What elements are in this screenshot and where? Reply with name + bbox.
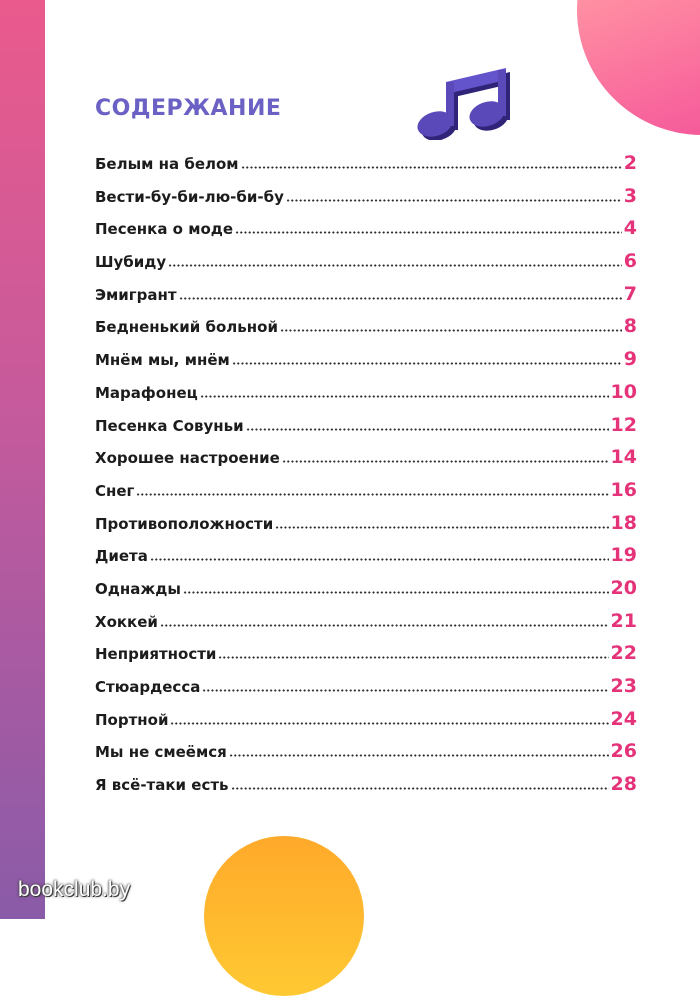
toc-entry-page-number: 8: [623, 315, 637, 338]
toc-entry[interactable]: [95, 675, 637, 708]
toc-entry-title: Хоккей: [95, 612, 158, 631]
toc-entry-page-number: 16: [610, 478, 637, 501]
toc-entry[interactable]: [95, 217, 637, 250]
toc-entry-page-number: 18: [610, 511, 637, 534]
toc-entry-page-number: 6: [623, 250, 637, 273]
toc-entry-page-number: 3: [623, 184, 637, 207]
dot-leader: [200, 395, 609, 398]
dot-leader: [179, 297, 622, 300]
dot-leader: [160, 624, 609, 627]
toc-entry-title: Стюардесса: [95, 678, 201, 696]
toc-entry-title: Песенка о моде: [95, 220, 234, 239]
toc-entry[interactable]: [95, 610, 637, 643]
toc-entry-page-number: 4: [623, 217, 637, 240]
dot-leader: [275, 526, 608, 529]
toc-entry-title: Бедненький больной: [95, 318, 278, 337]
toc-entry-title: Противоположности: [95, 514, 274, 533]
toc-entry[interactable]: [95, 544, 637, 577]
toc-entry[interactable]: [95, 315, 637, 348]
toc-entry-title: Белым на белом: [95, 155, 239, 173]
toc-entry-title: Мы не смеёмся: [95, 743, 227, 762]
toc-entry-title: Я всё-таки есть: [95, 776, 229, 795]
toc-entry[interactable]: [95, 740, 637, 773]
toc-entry[interactable]: [95, 152, 637, 185]
toc-entry-title: Мнём мы, мнём: [95, 351, 230, 370]
toc-entry[interactable]: [95, 414, 637, 447]
dot-leader: [229, 754, 609, 757]
toc-entry-page-number: 23: [610, 675, 637, 697]
toc-entry-title: Снег: [95, 481, 135, 500]
side-decoration-bar: [0, 0, 45, 919]
table-of-contents: [95, 152, 637, 806]
dot-leader: [231, 787, 609, 790]
dot-leader: [218, 656, 608, 659]
toc-entry-page-number: 28: [610, 773, 637, 796]
toc-entry-page-number: 9: [623, 348, 637, 371]
dot-leader: [282, 460, 609, 463]
toc-entry-title: Портной: [95, 710, 169, 729]
dot-leader: [183, 591, 609, 594]
toc-entry[interactable]: [95, 642, 637, 675]
toc-entry[interactable]: [95, 185, 637, 218]
toc-entry-page-number: 7: [623, 282, 637, 305]
toc-entry[interactable]: [95, 381, 637, 414]
dot-leader: [232, 362, 622, 365]
toc-entry[interactable]: [95, 283, 637, 316]
dot-leader: [150, 558, 609, 561]
toc-entry-title: Вести-бу-би-лю-би-бу: [95, 187, 284, 206]
toc-entry-page-number: 10: [610, 380, 637, 403]
toc-entry-page-number: 12: [610, 413, 637, 436]
toc-entry[interactable]: [95, 773, 637, 806]
top-decoration-circle: [577, 0, 700, 135]
toc-entry[interactable]: [95, 577, 637, 610]
dot-leader: [170, 722, 608, 725]
toc-entry[interactable]: [95, 250, 637, 283]
toc-entry-page-number: 21: [610, 609, 637, 632]
watermark: bookclub.by: [18, 878, 131, 901]
page-title: СОДЕРЖАНИЕ: [95, 96, 282, 121]
toc-entry-title: Однажды: [95, 579, 181, 598]
dot-leader: [136, 493, 608, 496]
toc-entry-page-number: 24: [610, 707, 637, 730]
toc-entry-title: Диета: [95, 547, 148, 566]
toc-entry[interactable]: [95, 708, 637, 741]
toc-entry[interactable]: [95, 446, 637, 479]
dot-leader: [241, 166, 622, 169]
toc-entry-page-number: 19: [610, 544, 637, 567]
toc-entry-title: Эмигрант: [95, 285, 177, 304]
toc-entry-page-number: 26: [610, 740, 637, 763]
toc-entry-title: Марафонец: [95, 383, 198, 402]
dot-leader: [246, 428, 609, 431]
toc-entry[interactable]: [95, 479, 637, 512]
music-note-icon: [405, 60, 520, 140]
toc-entry-page-number: 2: [623, 152, 637, 174]
dot-leader: [202, 689, 608, 692]
dot-leader: [168, 264, 622, 267]
toc-entry-page-number: 14: [610, 446, 637, 469]
toc-entry[interactable]: [95, 512, 637, 545]
toc-entry-page-number: 22: [610, 642, 637, 665]
toc-entry-title: Хорошее настроение: [95, 449, 280, 468]
dot-leader: [280, 329, 622, 332]
toc-entry[interactable]: [95, 348, 637, 381]
dot-leader: [286, 199, 622, 202]
toc-entry-page-number: 20: [610, 576, 637, 599]
toc-entry-title: Песенка Совуньи: [95, 416, 244, 435]
toc-entry-title: Шубиду: [95, 253, 167, 272]
toc-entry-title: Неприятности: [95, 645, 217, 664]
bottom-decoration-circle: [204, 836, 364, 996]
dot-leader: [235, 231, 622, 234]
